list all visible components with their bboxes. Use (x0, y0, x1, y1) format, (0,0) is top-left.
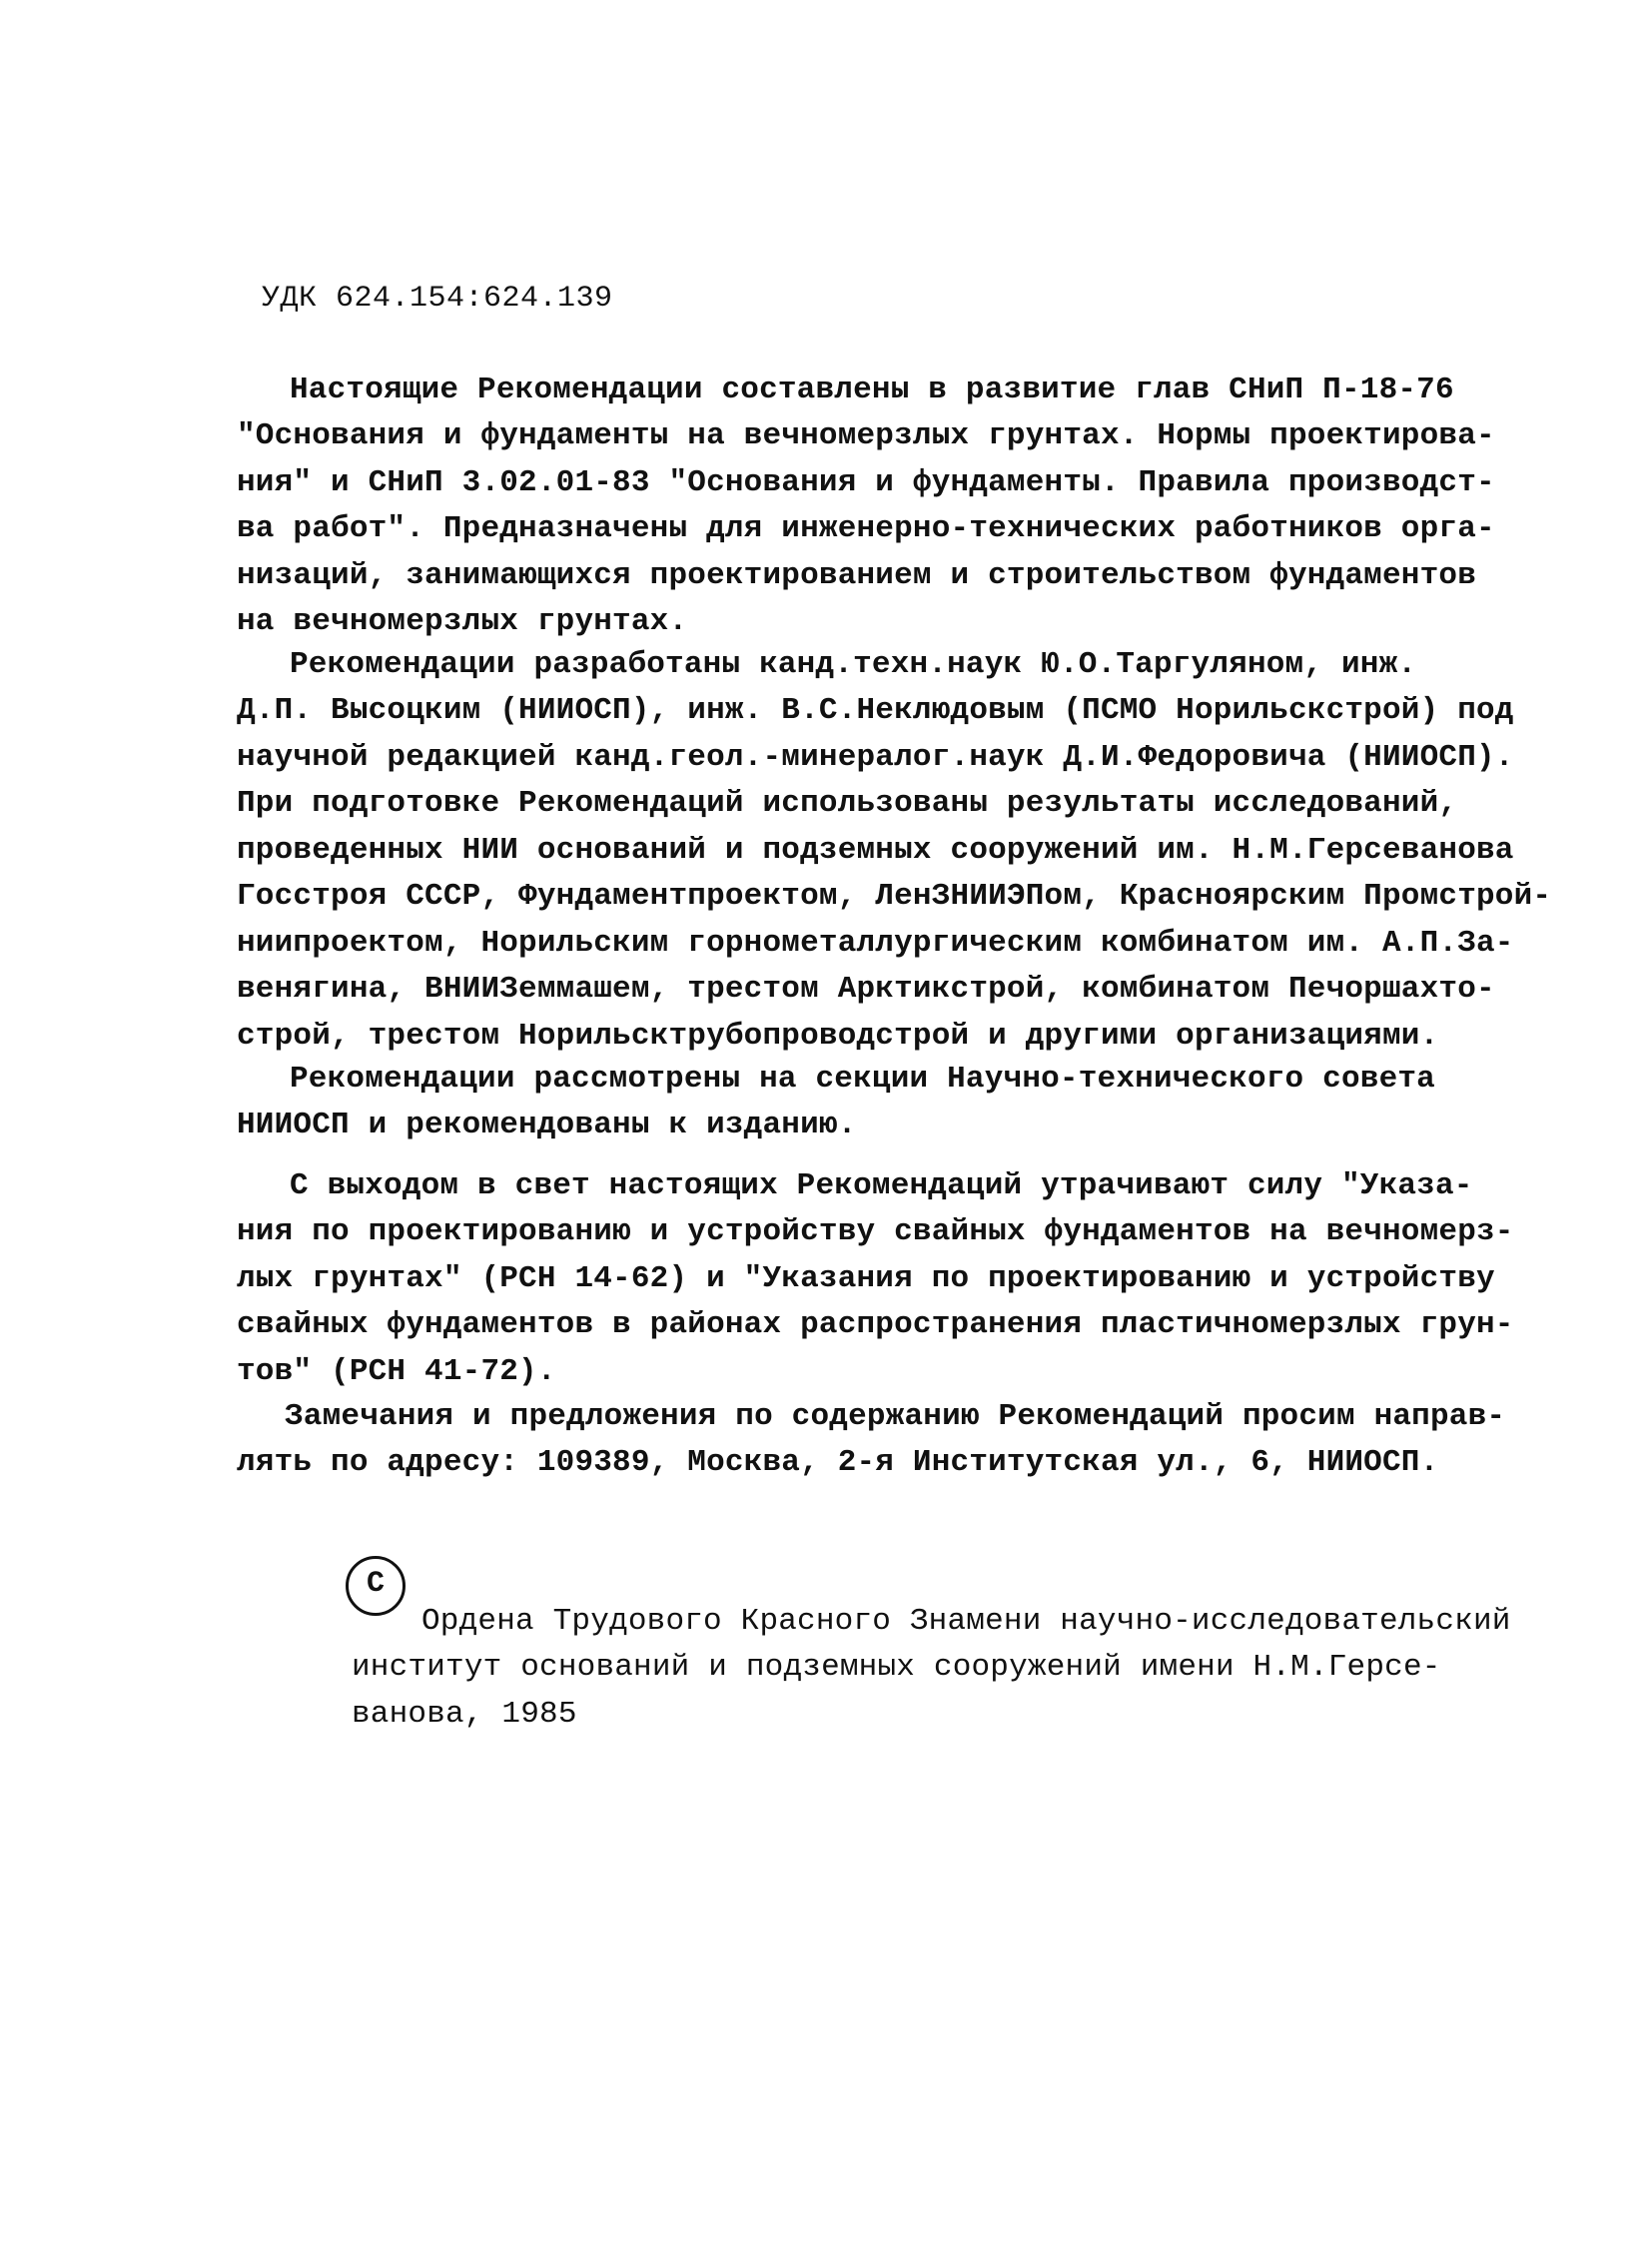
paragraph-line: лять по адресу: 109389, Москва, 2-я Институтская ул., 6, НИИОСП. (237, 1445, 1439, 1480)
copyright-line: ванова, 1985 (352, 1697, 577, 1732)
paragraph-line: С выходом в свет настоящих Рекомендаций утрачивают силу "Указа- (290, 1168, 1473, 1203)
paragraph-line: Рекомендации разработаны канд.техн.наук Ю.О.Таргуляном, инж. (290, 647, 1417, 682)
paragraph-line: ния по проектированию и устройству свайных фундаментов на вечномерз- (237, 1214, 1514, 1249)
paragraph-line: ния" и СНиП 3.02.01-83 "Основания и фундаменты. Правила производст- (237, 465, 1495, 500)
paragraph-line: Госстроя СССР, Фундаментпроектом, ЛенЗНИИЭПом, Красноярским Промстрой- (237, 879, 1552, 914)
paragraph-line: ва работ". Предназначены для инженерно-технических работников орга- (237, 511, 1495, 546)
copyright-symbol: С (346, 1556, 406, 1616)
paragraph-line: НИИОСП и рекомендованы к изданию. (237, 1108, 857, 1142)
paragraph-line: строй, трестом Норильсктрубопроводстрой и другими организациями. (237, 1019, 1439, 1054)
paragraph-line: низаций, занимающихся проектированием и строительством фундаментов (237, 558, 1476, 593)
paragraph-line: При подготовке Рекомендаций использованы результаты исследований, (237, 786, 1458, 821)
paragraph-line: Замечания и предложения по содержанию Рекомендаций просим направ- (285, 1399, 1506, 1434)
paragraph-line: ниипроектом, Норильским горнометаллургическим комбинатом им. А.П.За- (237, 926, 1514, 961)
paragraph-line: "Основания и фундаменты на вечномерзлых грунтах. Нормы проектирова- (237, 418, 1495, 453)
paragraph-line: проведенных НИИ оснований и подземных сооружений им. Н.М.Герсеванова (237, 833, 1514, 868)
paragraph-line: лых грунтах" (РСН 14-62) и "Указания по проектированию и устройству (237, 1261, 1495, 1296)
paragraph-line: Д.П. Высоцким (НИИОСП), инж. В.С.Неклюдовым (ПСМО Норильскстрой) под (237, 693, 1514, 728)
paragraph-line: Рекомендации рассмотрены на секции Научно-технического совета (290, 1062, 1435, 1097)
paragraph-line: научной редакцией канд.геол.-минералог.наук Д.И.Федоровича (НИИОСП). (237, 740, 1514, 775)
paragraph-line: Настоящие Рекомендации составлены в развитие глав СНиП П-18-76 (290, 373, 1454, 407)
udk-code: УДК 624.154:624.139 (262, 282, 613, 316)
paragraph-line: свайных фундаментов в районах распространения пластичномерзлых грун- (237, 1307, 1514, 1342)
paragraph-line: венягина, ВНИИЗеммашем, трестом Арктикстрой, комбинатом Печоршахто- (237, 972, 1495, 1007)
paragraph-line: тов" (РСН 41-72). (237, 1354, 556, 1389)
paragraph-line: на вечномерзлых грунтах. (237, 604, 688, 639)
copyright-line: институт оснований и подземных сооружений имени Н.М.Герсе- (352, 1650, 1441, 1685)
copyright-line: Ордена Трудового Красного Знамени научно-исследовательский (421, 1604, 1511, 1639)
